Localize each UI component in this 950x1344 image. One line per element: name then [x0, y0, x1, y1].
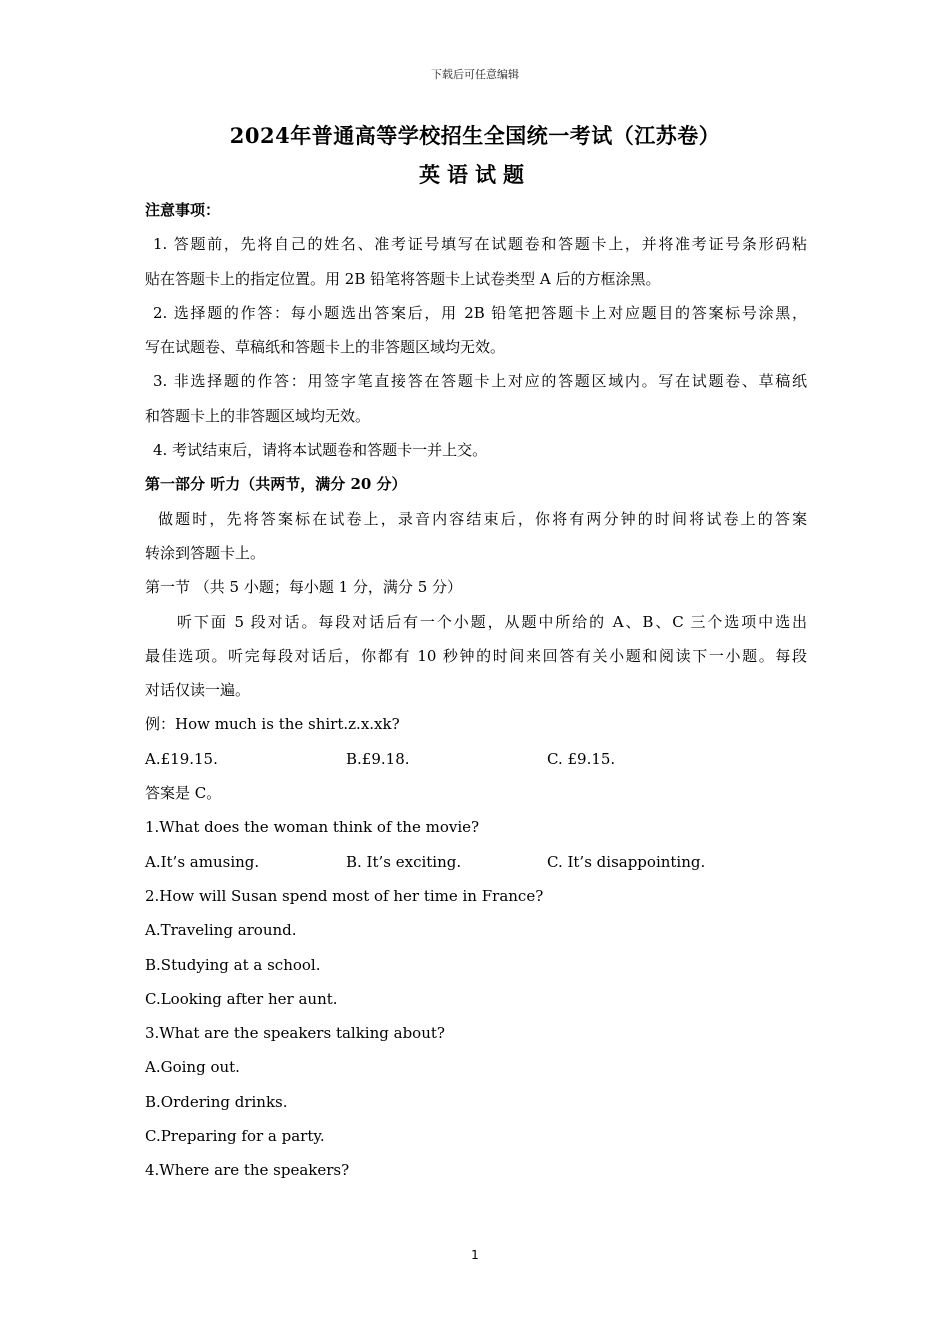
example-answer: 答案是 C。 [145, 784, 222, 803]
section1-intro-line: 最佳选项。听完每段对话后，你都有 10 秒钟的时间来回答有关小题和阅读下一小题。每段 [145, 646, 807, 665]
option-b: B.£9.18. [346, 749, 410, 768]
page-number: 1 [471, 1248, 479, 1262]
section1-intro-line: 听下面 5 段对话。每段对话后有一个小题，从题中所给的 A、B、C 三个选项中选出 [177, 612, 807, 631]
question-4: 4.Where are the speakers? [145, 1161, 350, 1180]
section1-heading: 第一节 （共 5 小题；每小题 1 分，满分 5 分） [145, 578, 463, 597]
option-a: A.Going out. [145, 1058, 240, 1077]
example-options [145, 745, 807, 779]
document-body [145, 196, 807, 1191]
option-c: C. £9.15. [547, 749, 616, 768]
notice-line: 4. 考试结束后，请将本试题卷和答题卡一并上交。 [153, 441, 488, 460]
part1-heading: 第一部分 听力（共两节，满分 20 分） [145, 475, 407, 494]
notice-line: 2. 选择题的作答：每小题选出答案后，用 2B 铅笔把答题卡上对应题目的答案标号涂黑， [153, 303, 807, 322]
part1-intro-line: 做题时，先将答案标在试卷上，录音内容结束后，你将有两分钟的时间将试卷上的答案 [158, 509, 807, 528]
notice-line: 贴在答题卡上的指定位置。用 2B 铅笔将答题卡上试卷类型 A 后的方框涂黑。 [145, 269, 661, 288]
option-b: B. It’s exciting. [346, 852, 462, 871]
example-question: 例：How much is the shirt.z.x.xk? [145, 715, 400, 734]
option-c: C.Preparing for a party. [145, 1127, 325, 1146]
option-a: A.£19.15. [145, 749, 218, 768]
header-note: 下载后可任意编辑 [431, 68, 519, 81]
question-1-options [145, 848, 807, 882]
section1-intro-line: 对话仅读一遍。 [145, 681, 251, 700]
option-c: C. It’s disappointing. [547, 852, 706, 871]
option-a: A.It’s amusing. [145, 852, 260, 871]
page-subtitle: 英语试题 [419, 162, 531, 187]
option-a: A.Traveling around. [145, 921, 297, 940]
part1-intro-line: 转涂到答题卡上。 [145, 543, 266, 562]
option-b: B.Ordering drinks. [145, 1092, 288, 1111]
notice-heading: 注意事项： [145, 201, 221, 219]
question-2: 2.How will Susan spend most of her time in France? [145, 886, 544, 905]
notice-line: 3. 非选择题的作答：用签字笔直接答在答题卡上对应的答题区域内。写在试题卷、草稿纸 [153, 372, 807, 391]
notice-line: 1. 答题前，先将自己的姓名、准考证号填写在试题卷和答题卡上，并将准考证号条形码粘 [153, 235, 807, 254]
option-c: C.Looking after her aunt. [145, 989, 338, 1008]
question-1: 1.What does the woman think of the movie? [145, 818, 480, 837]
option-b: B.Studying at a school. [145, 955, 321, 974]
notice-line: 写在试题卷、草稿纸和答题卡上的非答题区域均无效。 [145, 338, 506, 357]
question-3: 3.What are the speakers talking about? [145, 1024, 445, 1043]
page-title: 2024年普通高等学校招生全国统一考试（江苏卷） [229, 123, 721, 148]
notice-line: 和答题卡上的非答题区域均无效。 [145, 406, 371, 425]
